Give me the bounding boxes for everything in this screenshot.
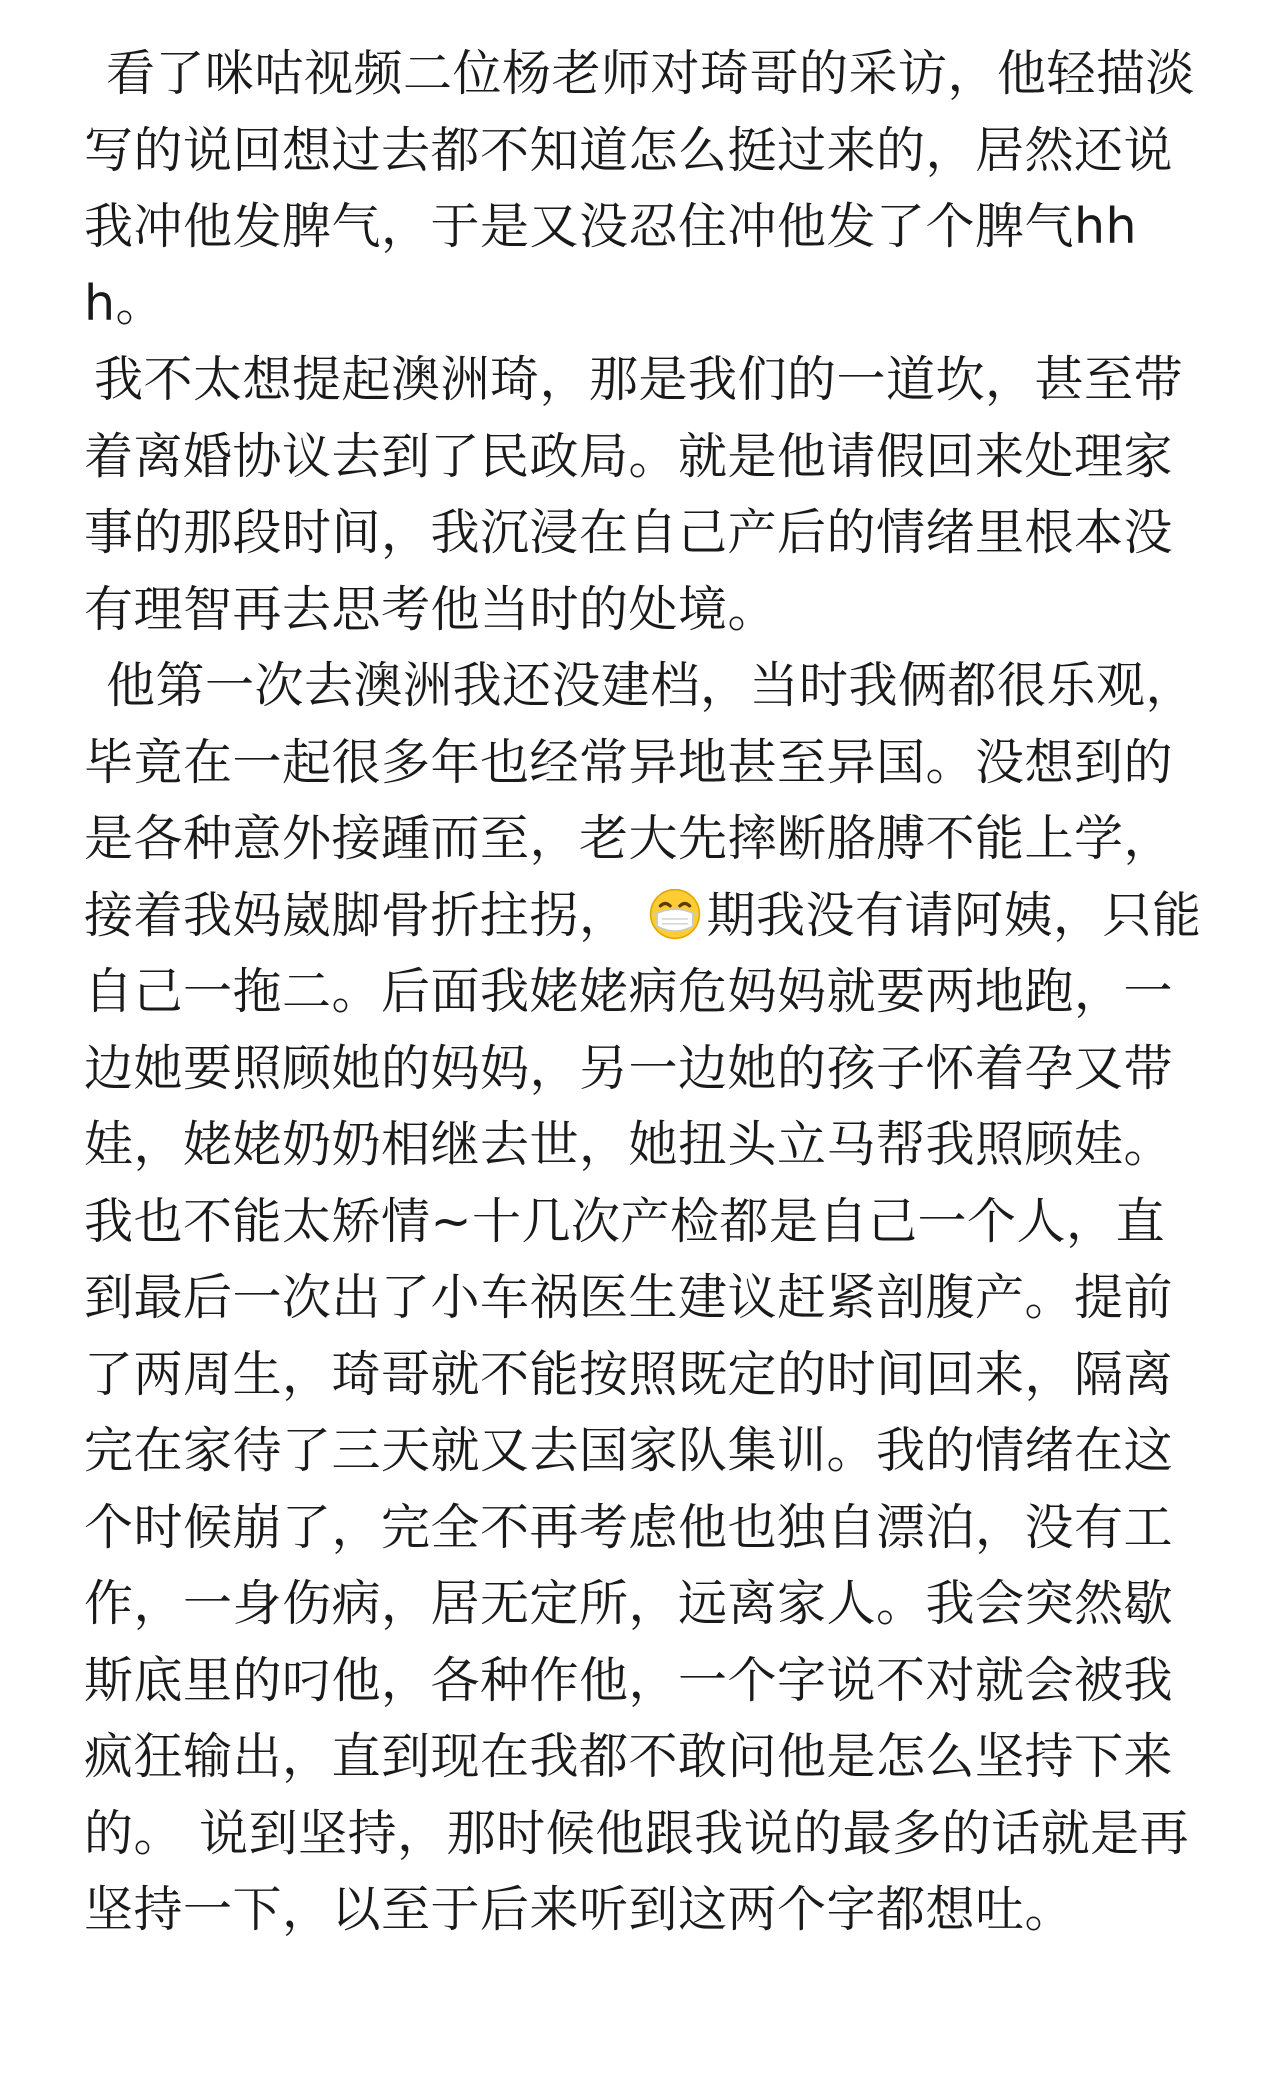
post-body	[84, 36, 1204, 1949]
paragraph-2: 我不太想提起澳洲琦，那是我们的一道坎，甚至带着离婚协议去到了民政局。就是他请假回来处理家事的那段时间，我沉浸在自己产后的情绪里根本没有理智再去思考他当时的处境。	[84, 351, 1184, 638]
paragraph-3	[84, 648, 1204, 1949]
mask-face-emoji-icon	[649, 888, 701, 940]
paragraph-3-part-1: 他第一次去澳洲我还没建档，当时我俩都很乐观，毕竟在一起很多年也经常异地甚至异国。没想到的是各种意外接踵而至，老大先摔断胳膊不能上学，接着我妈崴脚骨折拄拐，	[84, 657, 1196, 944]
paragraph-1: 看了咪咕视频二位杨老师对琦哥的采访，他轻描淡写的说回想过去都不知道怎么挺过来的，居然还说我冲他发脾气，于是又没忍住冲他发了个脾气hhh。	[84, 45, 1196, 332]
paragraph-3-part-2: 期我没有请阿姨，只能自己一拖二。后面我姥姥病危妈妈就要两地跑，一边她要照顾她的妈妈，另一边她的孩子怀着孕又带娃，姥姥奶奶相继去世，她扭头立马帮我照顾娃。我也不能太矫情~十几次产检都是自己一个人，直到最后一次出了小车祸医生建议赶紧剖腹产。提前了两周生，琦哥就不能按照既定的时间回来，隔离完在家待了三天就又去国家队集训。我的情绪在这个时候崩了，完全不再考虑他也独自漂泊，没有工作，一身伤病，居无定所，远离家人。我会突然歇斯底里的叼他，各种作他，一个字说不对就会被我疯狂输出，直到现在我都不敢问他是怎么坚持下来的。 说到坚持，那时候他跟我说的最多的话就是再坚持一下，以至于后来听到这两个字都想吐。	[84, 886, 1202, 1938]
